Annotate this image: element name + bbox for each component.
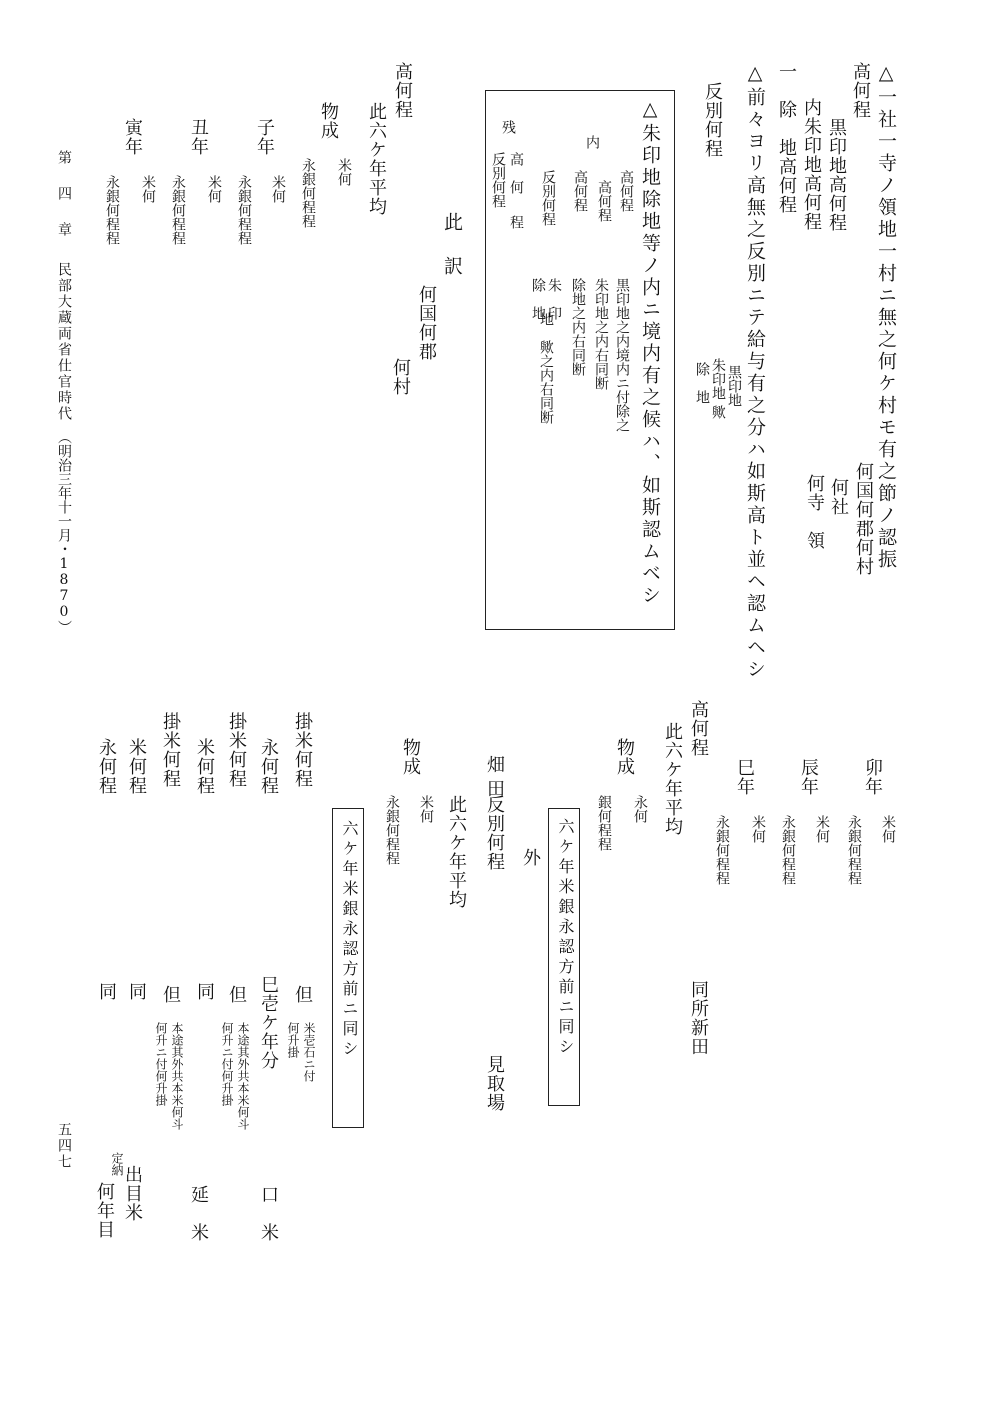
line-kokuinchi: 黒印地	[726, 365, 742, 407]
year-tatsu: 辰年	[798, 758, 819, 796]
line-taka: 高何程	[850, 62, 871, 119]
bottom-ei: 永何	[632, 795, 648, 823]
tadashi-3-note-a: 本途其外共本米何斗	[170, 1022, 184, 1130]
hatake-ta: 畑田	[484, 755, 505, 803]
year-tora: 寅年	[122, 118, 143, 156]
box-line-tanbetsu-2: 反別何程	[490, 152, 506, 208]
middle-mononari: 物成	[400, 738, 421, 776]
tadashi-2-note-b: 何升ニ付何升掛	[220, 1022, 234, 1106]
teinou: 定納	[110, 1152, 124, 1176]
onaji-3: 同	[96, 982, 117, 1001]
tadashi-2: 但	[226, 985, 247, 1004]
box-line-jochi-small: 除 地	[530, 278, 546, 320]
note-box-2-text: 六ケ年米銀永認方前ニ同シ	[340, 820, 359, 1060]
tora-eiginn: 永銀何程程	[104, 175, 120, 245]
tadashi-2-note-a: 本途其外共本米何斗	[236, 1022, 250, 1130]
year-ne: 子年	[254, 118, 275, 156]
u-rice: 米何	[880, 815, 896, 843]
tatsu-eiginn: 永銀何程程	[780, 815, 796, 885]
avg-rice: 米何	[336, 158, 352, 186]
chapter-date: （明治三年十一月・1870）	[56, 430, 72, 634]
mi-rice: 米何	[750, 815, 766, 843]
breakdown-village: 何村	[390, 358, 411, 396]
chapter-title: 民部大蔵両省仕官時代	[56, 262, 72, 422]
box-line-hodo: 程	[508, 215, 524, 229]
box-line-uchi: 内	[584, 135, 600, 149]
onaji-2: 同	[126, 982, 147, 1001]
demokumai: 出目米	[122, 1165, 143, 1222]
ei-1: 永何程	[258, 738, 279, 795]
line-place: 何国何郡何村	[853, 462, 874, 576]
ei-2: 永何程	[96, 738, 117, 795]
year-u: 卯年	[862, 758, 883, 796]
box-line-shuin-keidai: 朱印地之内右同断	[593, 278, 609, 390]
line-shuinchi: 朱印地	[710, 358, 726, 400]
breakdown-mononari: 物成	[318, 102, 339, 140]
breakdown-average: 此六ケ年平均	[366, 102, 387, 216]
line-shrine: 何社	[828, 478, 849, 516]
tora-rice: 米何	[140, 175, 156, 203]
tadashi-3: 但	[160, 985, 181, 1004]
bottom-average: 此六ケ年平均	[662, 722, 683, 836]
box-line-taka-1: 高何程	[618, 170, 634, 212]
box-line-jochi-keidai: 除地之内右同断	[570, 278, 586, 376]
tadashi-3-note-b: 何升ニ付何升掛	[154, 1022, 168, 1106]
line-kokuin: 黒印地高何程	[826, 118, 847, 232]
breakdown-place: 何国何郡	[416, 285, 437, 361]
box-line-taka-3: 高何程	[572, 170, 588, 212]
shinden: 同所新田	[688, 980, 709, 1056]
kakemai-1: 掛米何程	[292, 712, 313, 788]
box-line-taka-2: 高何程	[596, 180, 612, 222]
box-line-shuin-small: 朱 印	[546, 278, 562, 320]
nobemai: 延 米	[188, 1185, 209, 1242]
breakdown-taka: 高何程	[392, 62, 413, 119]
chapter-label: 第 四 章	[56, 150, 72, 240]
middle-average: 此六ケ年平均	[446, 795, 467, 909]
ne-eiginn: 永銀何程程	[236, 175, 252, 245]
bottom-mononari: 物成	[614, 738, 635, 776]
u-eiginn: 永銀何程程	[846, 815, 862, 885]
ushi-eiginn: 永銀何程程	[170, 175, 186, 245]
ushi-rice: 米何	[206, 175, 222, 203]
tadashi-1-note-b: 何升掛	[286, 1022, 300, 1058]
kakemai-2: 掛米何程	[226, 712, 247, 788]
page-number: 五四七	[56, 1122, 72, 1170]
line-jochi-small: 除 地	[694, 362, 710, 404]
box-line-kokuin-keidai: 黒印地之内境内ニ付除之	[614, 278, 630, 432]
line-shuin: 内朱印地高何程	[801, 98, 822, 231]
middle-rice: 米何	[418, 795, 434, 823]
breakdown-heading: 此 訳	[441, 212, 463, 278]
ne-rice: 米何	[270, 175, 286, 203]
middle-tanbetsu: 反別何程	[484, 795, 505, 871]
box-line-ka-udan: 地 歟之内右同断	[538, 312, 554, 424]
box-line-zan: 残	[500, 120, 516, 134]
line-tanbetsu: 反別何程	[702, 82, 723, 158]
box-line-tanbetsu: 反別何程	[540, 170, 556, 226]
nannenme: 何年目	[94, 1182, 115, 1239]
tadashi-1: 但	[292, 985, 313, 1004]
line-temple: 何寺 領	[804, 474, 825, 550]
mi-ikkanen: 巳壱ケ年分	[258, 975, 279, 1070]
box-heading: △朱印地除地等ノ内ニ境内有之候ハ、如斯認ムベシ	[639, 98, 661, 607]
mi-eiginn: 永銀何程程	[714, 815, 730, 885]
bottom-ginn: 銀何程程	[596, 795, 612, 851]
tadashi-1-note-a: 米壱石ニ付	[302, 1022, 316, 1082]
onaji-1: 同	[194, 982, 215, 1001]
tatsu-rice: 米何	[814, 815, 830, 843]
bottom-taka: 高何程	[688, 700, 709, 757]
soto: 外	[520, 848, 541, 867]
note-box-1-text: 六ケ年米銀永認方前ニ同シ	[556, 818, 575, 1058]
mitoriba: 見取場	[484, 1055, 505, 1112]
avg-eiginn: 永銀何程程	[300, 158, 316, 228]
line-jochi: 一 除 地高何程	[776, 62, 797, 214]
middle-eiginn: 永銀何程程	[384, 795, 400, 865]
rice-2: 米何程	[126, 738, 147, 795]
year-mi: 巳年	[734, 758, 755, 796]
rice-1: 米何程	[194, 738, 215, 795]
box-line-taka-nan: 高 何	[508, 152, 524, 194]
kuchimai: 口 米	[258, 1185, 279, 1242]
line-ka: 歟	[710, 405, 726, 419]
shrine-temple-heading: △一社一寺ノ領地一村ニ無之何ケ村モ有之節ノ認振	[875, 62, 897, 571]
year-ushi: 丑年	[188, 118, 209, 156]
previous-heading: △前々ヨリ高無之反別ニテ給与有之分ハ如斯高ト並ヘ認ムヘシ	[744, 62, 766, 681]
kakemai-3: 掛米何程	[160, 712, 181, 788]
